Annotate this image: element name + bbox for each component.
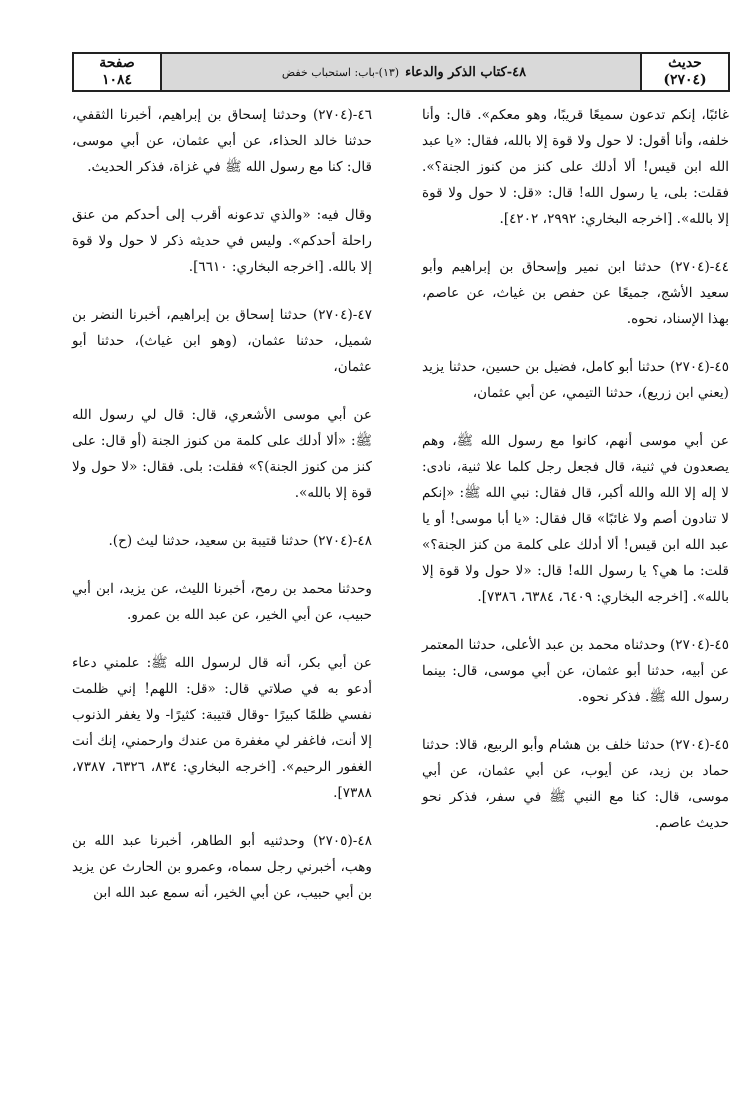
chapter-title: (١٣)-باب: استحباب خفض	[281, 65, 400, 79]
paragraph: ٤٥-(٢٧٠٤) حدثنا أبو كامل، فضيل بن حسين، حدثنا يزيد (يعني ابن زريع)، حدثنا التيمي، عن أبي عثمان،	[422, 359, 729, 401]
hadith-number-box	[640, 54, 728, 90]
paragraph: ٤٨-(٢٧٠٥) وحدثنيه أبو الطاهر، أخبرنا عبد الله بن وهب، أخبرني رجل سماه، وعمرو بن الحارث عن يزيد بن أبي حبيب، عن أبي الخير، أنه سمع عبد الله ابن	[72, 833, 372, 901]
paragraph: وحدثنا محمد بن رمح، أخبرنا الليث، عن يزيد، ابن أبي حبيب، عن أبي الخير، عن عبد الله بن عمرو.	[72, 581, 372, 623]
page-header	[72, 52, 730, 92]
paragraph: ٤٥-(٢٧٠٤) وحدثناه محمد بن عبد الأعلى، حدثنا المعتمر عن أبيه، حدثنا أبو عثمان، عن أبي موسى، قال: بينما رسول الله ﷺ. فذكر نحوه.	[422, 637, 729, 705]
paragraph: ٤٥-(٢٧٠٤) حدثنا خلف بن هشام وأبو الربيع، قالا: حدثنا حماد بن زيد، عن أيوب، عن أبي عثمان، عن أبي موسى، قال: كنا مع النبي ﷺ في سفر، فذكر نحو حديث عاصم.	[422, 737, 729, 831]
paragraph: عن أبي موسى الأشعري، قال: قال لي رسول الله ﷺ: «ألا أدلك على كلمة من كنوز الجنة (أو قال: على كنز من كنوز الجنة)؟» فقلت: بلى. فقال: «لا حول ولا قوة إلا بالله».	[72, 407, 372, 501]
paragraph: ٤٧-(٢٧٠٤) حدثنا إسحاق بن إبراهيم، أخبرنا النضر بن شميل، حدثنا عثمان، (وهو ابن غياث)، حدثنا أبو عثمان،	[72, 307, 372, 375]
paragraph: ٤٨-(٢٧٠٤) حدثنا قتيبة بن سعيد، حدثنا ليث (ح).	[108, 533, 372, 549]
paragraph: عن أبي بكر، أنه قال لرسول الله ﷺ: علمني دعاء أدعو به في صلاتي قال: «قل: اللهم! إني ظلمت نفسي ظلمًا كبيرًا -وقال قتيبة: كثيرًا- ولا يغفر الذنوب إلا أنت، فاغفر لي مغفرة من عندك وارحمني، إنك أنت الغفور الرحيم». [اخرجه البخاري: ٨٣٤، ٦٣٢٦، ٧٣٨٧، ٧٣٨٨].	[72, 655, 373, 801]
page-label: صفحة	[99, 55, 135, 71]
page-number-box	[74, 54, 162, 90]
hadith-number: (٢٧٠٤)	[663, 72, 707, 88]
page-number: ١٠٨٤	[101, 72, 133, 88]
paragraph: ٤٦-(٢٧٠٤) وحدثنا إسحاق بن إبراهيم، أخبرنا الثقفي، حدثنا خالد الحذاء، عن أبي عثمان، عن أبي موسى، قال: كنا مع رسول الله ﷺ في غزاة، فذكر الحديث.	[72, 107, 372, 175]
paragraph: ٤٤-(٢٧٠٤) حدثنا ابن نمير وإسحاق بن إبراهيم وأبو سعيد الأشج، جميعًا عن حفص بن غياث، عن عاصم، بهذا الإسناد، نحوه.	[422, 259, 729, 327]
hadith-label: حديث	[668, 55, 702, 71]
left-column	[72, 102, 372, 906]
paragraph: وقال فيه: «والذي تدعونه أقرب إلى أحدكم من عنق راحلة أحدكم». وليس في حديثه ذكر لا حول ولا قوة إلا بالله. [اخرجه البخاري: ٦٦١٠].	[72, 207, 372, 275]
paragraph: عن أبي موسى أنهم، كانوا مع رسول الله ﷺ، وهم يصعدون في ثنية، قال فجعل رجل كلما علا ثنية، نادى: لا إله إلا الله والله أكبر، قال فقال: نبي الله ﷺ: «إنكم لا تنادون أصم ولا غائبًا» قال فقال: «يا أبا موسى! أو يا عبد الله ابن قيس! ألا أدلك على كلمة من كنز الجنة؟» قلت: ما هي؟ يا رسول الله! قال: «لا حول ولا قوة إلا بالله». [اخرجه البخاري: ٦٤٠٩، ٦٣٨٤، ٧٣٨٦].	[422, 433, 729, 605]
paragraph: غائبًا، إنكم تدعون سميعًا قريبًا، وهو معكم». قال: وأنا خلفه، وأنا أقول: لا حول ولا قوة إلا بالله، فقال: «يا عبد الله ابن قيس! ألا أدلك على كنز من كنوز الجنة؟». فقلت: بلى، يا رسول الله! قال: «قل: لا حول ولا قوة إلا بالله». [اخرجه البخاري: ٢٩٩٢، ٤٢٠٢].	[422, 107, 729, 227]
right-column	[422, 102, 729, 836]
book-title: ٤٨-كتاب الذكر والدعاء	[405, 64, 527, 80]
running-title	[162, 54, 640, 90]
